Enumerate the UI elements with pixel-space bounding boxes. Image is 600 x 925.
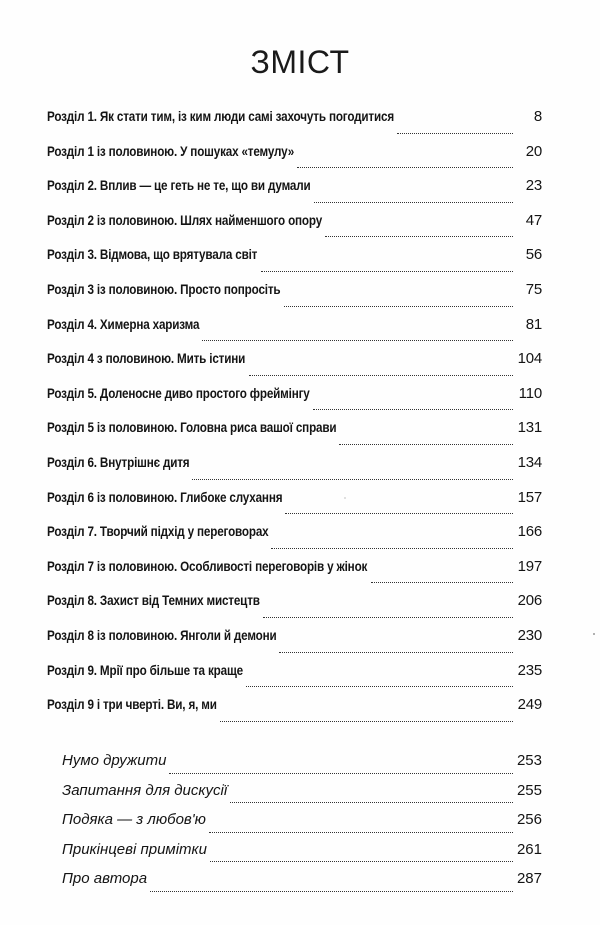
dot-leader (397, 132, 513, 134)
toc-appendix-title: Прикінцеві примітки (62, 840, 207, 858)
toc-appendix-entry (62, 782, 542, 812)
dot-leader (279, 651, 513, 653)
toc-appendix-page: 256 (516, 811, 542, 829)
toc-entry-page: 104 (517, 350, 542, 368)
toc-appendix-title: Подяка — з любов'ю (62, 811, 206, 829)
dot-leader (297, 166, 513, 168)
toc-entry-page: 230 (517, 626, 542, 644)
toc-entry-title: Розділ 2 із половиною. Шлях найменшого опору (47, 212, 323, 228)
toc-entry-page: 157 (517, 488, 542, 506)
toc-appendix-entry (62, 752, 542, 782)
toc-appendix-entry (62, 811, 542, 841)
toc-entry (47, 696, 542, 731)
page-title: ЗМІСТ (250, 44, 350, 80)
toc-entry-page: 47 (525, 211, 542, 229)
toc-appendix-page: 253 (516, 752, 542, 769)
toc-entry (47, 246, 542, 281)
dot-leader (220, 720, 513, 722)
toc-appendix-title: Про автора (62, 870, 148, 888)
dot-leader (202, 339, 513, 341)
toc-entry-title: Розділ 8. Захист від Темних мистецтв (47, 593, 260, 609)
toc-entry-page: 20 (525, 142, 542, 160)
chapter-list (47, 108, 542, 731)
toc-entry-title: Розділ 3 із половиною. Просто попросіть (47, 281, 281, 297)
dot-leader (261, 270, 513, 272)
toc-entry-title: Розділ 8 із половиною. Янголи й демони (47, 627, 277, 643)
toc-entry-title: Розділ 6. Внутрішнє дитя (47, 454, 190, 470)
toc-entry (47, 177, 542, 212)
toc-entry-page: 8 (533, 108, 542, 125)
toc-entry (47, 454, 542, 489)
toc-entry (47, 212, 542, 247)
toc-entry-title: Розділ 1 із половиною. У пошуках «темулу» (47, 143, 295, 159)
scan-speck (344, 497, 346, 499)
dot-leader (230, 801, 513, 803)
dot-leader (325, 235, 513, 237)
toc-entry-page: 56 (525, 246, 542, 264)
dot-leader (371, 581, 513, 583)
toc-entry (47, 558, 542, 593)
dot-leader (192, 478, 513, 480)
toc-appendix-entry (62, 870, 542, 900)
toc-entry-page: 110 (518, 384, 542, 402)
toc-entry-title: Розділ 5 із половиною. Головна риса вашої справи (47, 420, 337, 436)
toc-entry-title: Розділ 2. Вплив — це геть не те, що ви думали (47, 178, 311, 194)
toc-entry-title: Розділ 3. Відмова, що врятувала світ (47, 247, 258, 263)
toc-entry-page: 131 (517, 419, 542, 437)
toc-entry (47, 350, 542, 385)
dot-leader (249, 374, 513, 376)
toc-entry-page: 206 (517, 592, 542, 610)
dot-leader (169, 772, 513, 774)
toc-entry-title: Розділ 4 з половиною. Мить істини (47, 351, 246, 367)
toc-entry-title: Розділ 6 із половиною. Глибоке слухання (47, 489, 283, 505)
dot-leader (210, 860, 513, 862)
toc-entry-title: Розділ 7. Творчий підхід у переговорах (47, 524, 269, 540)
toc-entry-title: Розділ 5. Доленосне диво простого фреймінгу (47, 385, 310, 401)
toc-entry-page: 249 (517, 696, 542, 714)
dot-leader (263, 616, 513, 618)
toc-entry-page: 166 (517, 523, 542, 541)
toc-entry-title: Розділ 4. Химерна харизма (47, 316, 200, 332)
toc-appendix-page: 261 (516, 840, 542, 858)
dot-leader (285, 512, 513, 514)
dot-leader (150, 890, 513, 892)
toc-entry (47, 489, 542, 524)
toc-entry (47, 385, 542, 420)
toc-entry-page: 81 (525, 315, 542, 333)
toc-entry (47, 108, 542, 143)
toc-entry-page: 23 (525, 177, 542, 195)
toc-appendix-title: Запитання для дискусії (62, 781, 228, 799)
toc-entry-title: Розділ 9 і три чверті. Ви, я, ми (47, 697, 217, 713)
toc-appendix-title: Нумо дружити (62, 752, 167, 769)
toc-entry (47, 281, 542, 316)
dot-leader (209, 831, 513, 833)
toc-entry-title: Розділ 7 із половиною. Особливості переговорів у жінок (47, 558, 368, 574)
toc-appendix-page: 255 (516, 781, 542, 799)
toc-entry (47, 523, 542, 558)
toc-appendix-page: 287 (516, 870, 542, 888)
dot-leader (314, 201, 513, 203)
toc-entry-page: 197 (517, 557, 542, 575)
toc-entry (47, 419, 542, 454)
toc-entry (47, 143, 542, 178)
dot-leader (246, 685, 513, 687)
toc-appendix-entry (62, 841, 542, 871)
dot-leader (284, 305, 513, 307)
dot-leader (313, 408, 513, 410)
toc-entry (47, 316, 542, 351)
dot-leader (271, 547, 513, 549)
toc-entry-page: 75 (525, 280, 542, 298)
toc-entry (47, 627, 542, 662)
appendix-list (62, 752, 542, 900)
toc-entry-page: 134 (517, 453, 542, 471)
toc-entry-page: 235 (517, 661, 542, 679)
toc-entry-title: Розділ 1. Як стати тим, із ким люди самі захочуть погодитися (47, 109, 394, 124)
toc-entry-title: Розділ 9. Мрії про більше та краще (47, 662, 243, 678)
toc-entry (47, 592, 542, 627)
scan-speck (593, 633, 595, 635)
toc-entry (47, 662, 542, 697)
dot-leader (339, 443, 513, 445)
